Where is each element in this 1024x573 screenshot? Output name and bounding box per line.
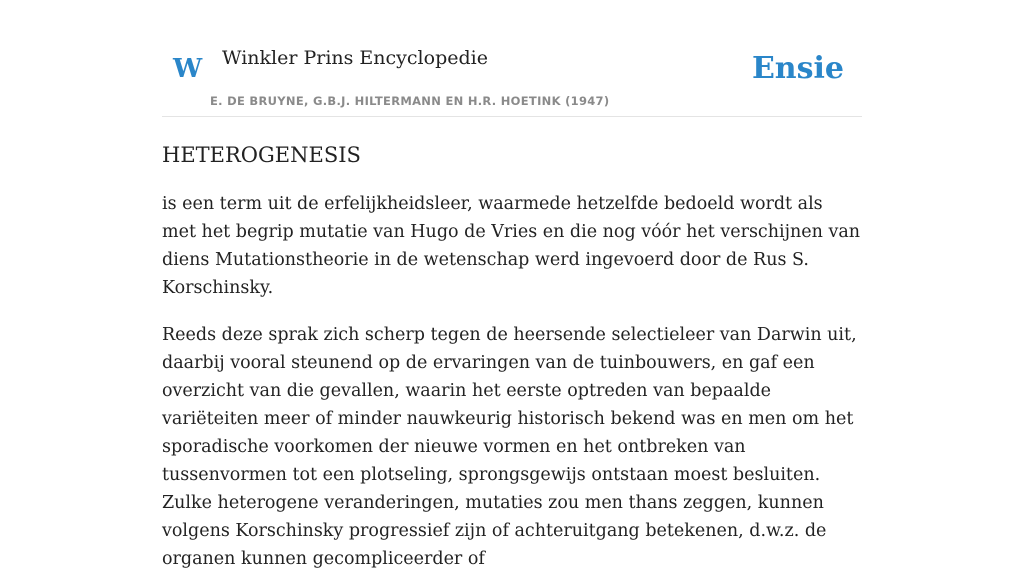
brand-logo[interactable]: Ensie: [751, 51, 844, 86]
article: [162, 138, 862, 573]
article-term: HETEROGENESIS: [162, 143, 361, 167]
publication-logo[interactable]: W: [173, 54, 203, 84]
article-paragraph: Reeds deze sprak zich scherp tegen de heersende selectieleer van Darwin uit, daarbij vooral steunend op de ervaringen van de tuinbouwers, en gaf een overzicht van die gevallen, waarin het eerste optreden van bepaalde variëteiten meer of minder nauwkeurig historisch bekend was en men om het sporadische voorkomen der nieuwe vormen en het ontbreken van tussenvormen tot een plotseling, sprongsgewijs ontstaan moest besluiten. Zulke heterogene veranderingen, mutaties zou men thans zeggen, kunnen volgens Korschinsky progressief zijn of achteruitgang betekenen, d.w.z. de organen kunnen gecompliceerder of: [162, 325, 857, 569]
header: [162, 0, 862, 117]
publication-title[interactable]: Winkler Prins Encyclopedie: [222, 47, 488, 69]
publication-authors: E. DE BRUYNE, G.B.J. HILTERMANN EN H.R. HOETINK (1947): [210, 94, 610, 108]
article-paragraph: is een term uit de erfelijkheidsleer, waarmede hetzelfde bedoeld wordt als met het begrip mutatie van Hugo de Vries en die nog vóór het verschijnen van diens Mutationstheorie in de wetenschap werd ingevoerd door de Rus S. Korschinsky.: [162, 194, 861, 298]
